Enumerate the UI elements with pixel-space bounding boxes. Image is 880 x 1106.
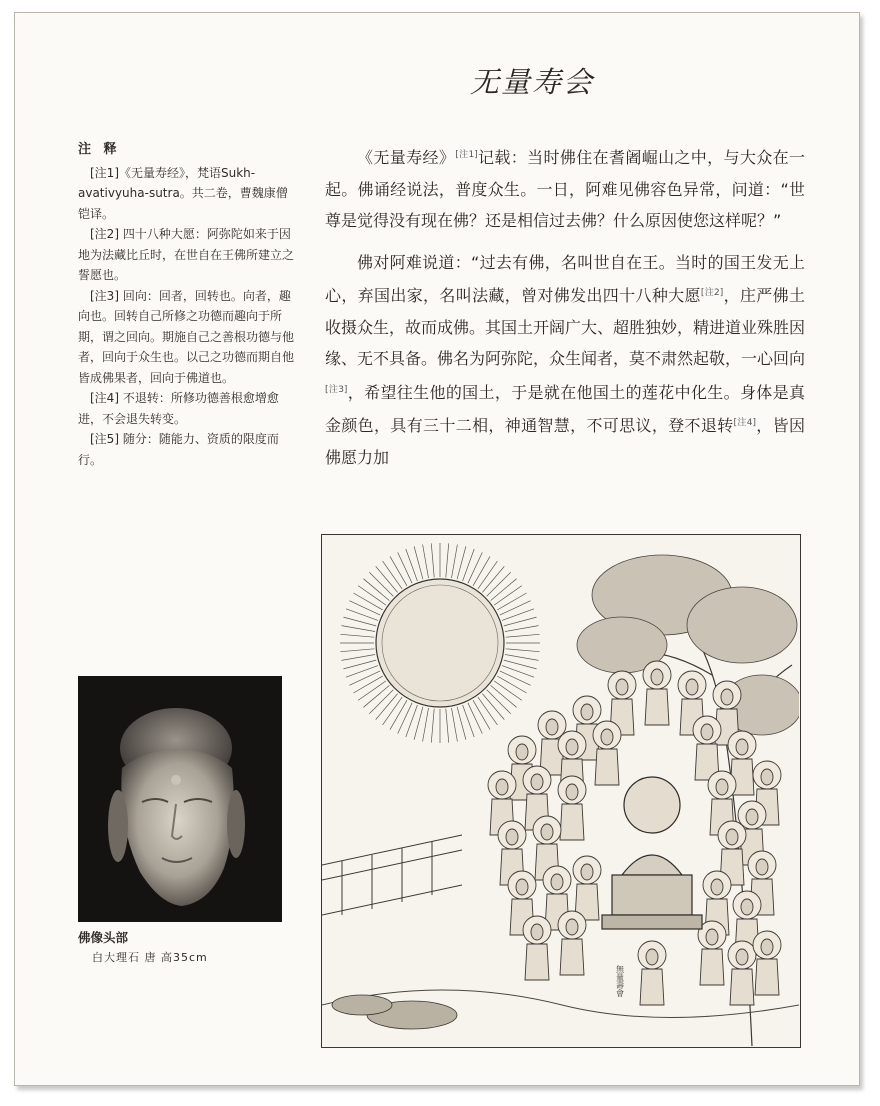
footnote-ref-1: [注1] bbox=[455, 150, 478, 160]
annotations-column bbox=[78, 140, 298, 470]
footnote-ref-3: [注3] bbox=[325, 384, 348, 395]
paragraph-2 bbox=[325, 247, 805, 474]
annotation-5: [注5] 随分：随能力、资质的限度而行。 bbox=[78, 432, 279, 467]
seal-text: 無量壽會 bbox=[615, 965, 625, 997]
paragraph-2-part-d: ，皆因佛愿力加 bbox=[325, 416, 805, 467]
paragraph-1 bbox=[325, 140, 805, 237]
paragraph-2-part-b: ，庄严佛土收摄众生，故而成佛。其国土开阔广大、超胜独妙，精进道业殊胜因缘、无不具备。佛名为阿弥陀，众生闻者，莫不肃然起敬，一心回向 bbox=[325, 286, 806, 368]
paragraph-2-part-a: 佛对阿难说道：“过去有佛，名叫世自在王。当时的国王发无上心，弃国出家，名叫法藏，曾对佛发出四十八种大愿 bbox=[325, 252, 805, 305]
annotation-3: [注3] 回向：回者，回转也。向者，趣向也。回转自己所修之功德而趣向于所期，谓之回向。期施自己之善根功德与他者，回向于众生也。以己之功德而期自他皆成佛果者，回向于佛道也。 bbox=[78, 288, 295, 385]
annotation-1: [注1]《无量寿经》，梵语Sukh-avativyuha-sutra。共二卷，曹魏康僧铠译。 bbox=[78, 165, 288, 221]
amitabha-assembly-illustration bbox=[321, 534, 801, 1048]
paragraph-1-part-b: 记载：当时佛住在耆阇崛山之中，与大众在一起。佛诵经说法，普度众生。一日，阿难见佛容色异常，问道：“世尊是觉得没有现在佛？还是相信过去佛？什么原因使您这样呢？” bbox=[325, 148, 805, 230]
annotation-4: [注4] 不退转：所修功德善根愈增愈进，不会退失转变。 bbox=[78, 391, 279, 426]
footnote-ref-4: [注4] bbox=[733, 418, 756, 428]
radiant-orb bbox=[340, 543, 540, 743]
buddha-head-photo bbox=[78, 676, 282, 922]
page-title: 无量寿会 bbox=[470, 65, 595, 99]
woodblock-print bbox=[322, 535, 799, 1046]
buddha-head-image bbox=[78, 676, 282, 922]
footnote-ref-2: [注2] bbox=[700, 288, 724, 298]
photo-caption-detail: 白大理石 唐 高35cm bbox=[92, 951, 208, 964]
main-text bbox=[325, 140, 805, 483]
annotation-2: [注2] 四十八种大愿：阿弥陀如来于因地为法藏比丘时，在世自在王佛所建立之誓愿也。 bbox=[78, 227, 295, 282]
annotations-heading: 注 释 bbox=[78, 142, 121, 157]
photo-caption-title: 佛像头部 bbox=[78, 930, 129, 945]
paragraph-2-part-c: ，希望往生他的国土，于是就在他国土的莲花中化生。身体是真金颜色，具有三十二相，神通智慧，不可思议，登不退转 bbox=[325, 382, 805, 435]
paragraph-1-part-a: 《无量寿经》 bbox=[357, 148, 456, 167]
photo-caption bbox=[78, 928, 298, 968]
